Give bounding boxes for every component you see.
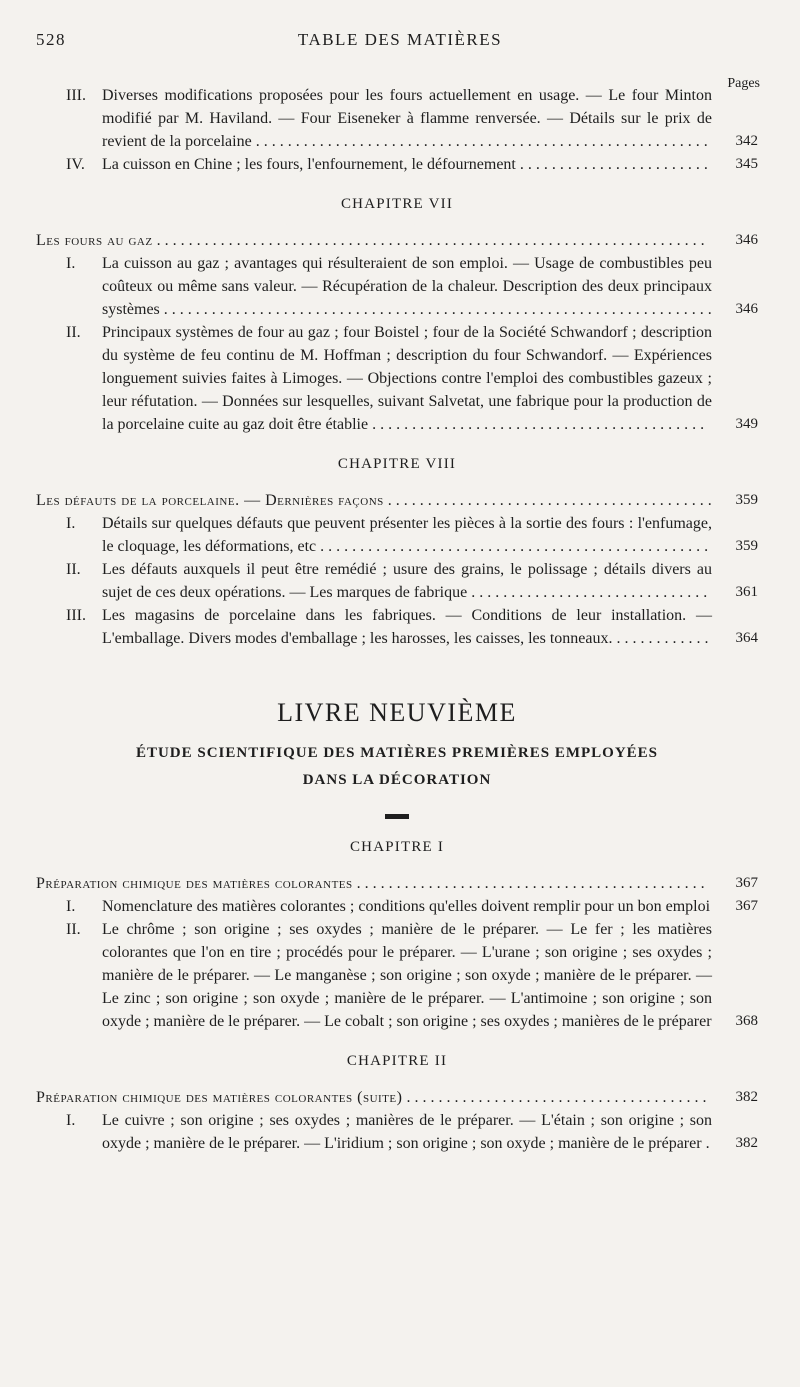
chapter-heading: CHAPITRE II xyxy=(346,1053,448,1069)
entry-text: Détails sur quelques défauts que peuvent présenter les pièces à la sortie des fours : l'enfumage, le cloquage, les déformations, etc xyxy=(102,515,712,555)
entry-number: I. xyxy=(66,255,76,272)
toc-entry xyxy=(36,252,758,321)
dot-leader: . . . . . . . . . . . . xyxy=(612,630,709,647)
section-entry xyxy=(36,489,758,512)
entry-text: Les défauts auxquels il peut être remédié ; usure des grains, le polissage ; détails divers au sujet de ces deux opérations. — Les marques de fabrique xyxy=(102,561,712,601)
table-of-contents xyxy=(36,84,758,1155)
page-reference: 368 xyxy=(735,1013,758,1029)
page-reference: 359 xyxy=(735,492,758,508)
dot-leader: . . . . . . . . . . . . . . . . . . . . . . . . . . . . . . . . . . . . . . xyxy=(402,1089,707,1106)
dot-leader: . . . . . . . . . . . . . . . . . . . . . . . . . . . . . . xyxy=(467,584,708,601)
book-subtitle: DANS LA DÉCORATION xyxy=(302,772,492,788)
dot-leader: . . . . . . . . . . . . . . . . . . . . . . . . . . . . . . . . . . . . . . . . . . . . . . . . . . . . . . . . . . . . . . . . . . . . . xyxy=(152,232,705,249)
entry-text: Le chrôme ; son origine ; ses oxydes ; manière de le préparer. — Le fer ; les matières colorantes que l'on en tire ; procédés pour le préparer. — L'urane ; son origine ; ses oxydes ; manière de le préparer. — Le manganèse ; son origine ; son oxyde ; manière de le préparer. — Le zinc ; son origine ; son oxyde ; manière de le préparer. — L'antimoine ; son origine ; son oxyde ; manière de le préparer. — Le cobalt ; son origine ; ses oxydes ; manières de le préparer xyxy=(102,921,712,1030)
chapter-heading: CHAPITRE I xyxy=(349,839,445,855)
chapter-heading: CHAPITRE VIII xyxy=(337,456,457,472)
page-reference: 367 xyxy=(735,875,758,891)
page-reference: 359 xyxy=(735,538,758,554)
toc-entry xyxy=(36,1109,758,1155)
book-subtitle: ÉTUDE SCIENTIFIQUE DES MATIÈRES PREMIÈRES EMPLOYÉES xyxy=(135,745,659,761)
page-header xyxy=(36,30,764,54)
page-reference: 342 xyxy=(735,133,758,149)
entry-text: Principaux systèmes de four au gaz ; four Boistel ; four de la Société Schwandorf ; description du système de feu continu de M. Hoffman ; description du four Schwandorf. — Expériences longuement suivies faites à Limoges. — Objections contre l'emploi des combustibles gazeux ; leur réfutation. — Données sur lesquelles, suivant Salvetat, une fabrique pour la production de la porcelaine cuite au gaz doit être établie xyxy=(102,324,712,433)
entry-number: I. xyxy=(66,898,76,915)
page-number: 528 xyxy=(36,30,66,49)
running-title: TABLE DES MATIÈRES xyxy=(297,30,503,49)
toc-entry xyxy=(36,918,758,1033)
toc-entry xyxy=(36,84,758,153)
entry-number: III. xyxy=(66,87,86,104)
page-reference: 349 xyxy=(735,416,758,432)
toc-entry xyxy=(36,895,758,918)
dot-leader: . xyxy=(701,1135,710,1152)
toc-entry xyxy=(36,153,758,176)
section-entry xyxy=(36,1086,758,1109)
entry-number: II. xyxy=(66,324,81,341)
entry-number: III. xyxy=(66,607,86,624)
entry-text: La cuisson au gaz ; avantages qui résulteraient de son emploi. — Usage de combustibles peu coûteux ou même sans valeur. — Récupération de la chaleur. Description des deux principaux systèmes xyxy=(102,255,712,318)
dot-leader: . . . . . . . . . . . . . . . . . . . . . . . . . . . . . . . . . . . . . . . . . . . . . . . . . xyxy=(316,538,709,555)
entry-text: Les magasins de porcelaine dans les fabriques. — Conditions de leur installation. — L'emballage. Divers modes d'emballage ; les harosses, les caisses, les tonneaux. xyxy=(102,607,712,647)
entry-text: Préparation chimique des matières colorantes xyxy=(36,875,353,892)
entry-number: I. xyxy=(66,1112,76,1129)
dot-leader: . . . . . . . . . . . . . . . . . . . . . . . . . . . . . . . . . . . . . . . . . . . . xyxy=(352,875,705,892)
entry-number: II. xyxy=(66,561,81,578)
entry-text: Nomenclature des matières colorantes ; conditions qu'elles doivent remplir pour un bon emploi xyxy=(102,898,711,915)
toc-entry xyxy=(36,558,758,604)
pages-column-label: Pages xyxy=(727,76,760,91)
page-reference: 345 xyxy=(735,156,758,172)
toc-entry xyxy=(36,604,758,650)
section-entry xyxy=(36,229,758,252)
entry-text: Préparation chimique des matières colorantes (suite) xyxy=(36,1089,403,1106)
page-reference: 346 xyxy=(735,232,758,248)
entry-text: Le cuivre ; son origine ; ses oxydes ; manières de le préparer. — L'étain ; son origine ; son oxyde ; manière de le préparer. — L'iridium ; son origine ; son oxyde ; manière de le préparer xyxy=(102,1112,712,1152)
entry-text: La cuisson en Chine ; les fours, l'enfournement, le défournement xyxy=(102,156,516,173)
page-reference: 364 xyxy=(735,630,758,646)
entry-number: II. xyxy=(66,921,81,938)
chapter-heading: CHAPITRE VII xyxy=(340,196,454,212)
page-reference: 382 xyxy=(735,1089,758,1105)
toc-entry xyxy=(36,321,758,436)
ornamental-rule xyxy=(385,814,409,819)
entry-text: Diverses modifications proposées pour les fours actuellement en usage. — Le four Minton modifié par M. Haviland. — Four Eiseneker à flamme renversée. — Détails sur le prix de revient de la porcelaine xyxy=(102,87,712,150)
page-reference: 361 xyxy=(735,584,758,600)
dot-leader: . . . . . . . . . . . . . . . . . . . . . . . . . . . . . . . . . . . . . . . . . . . . . . . . . . . . . . . . . . . . . . . . . . . . . xyxy=(159,301,712,318)
entry-text: Les fours au gaz xyxy=(36,232,153,249)
entry-number: IV. xyxy=(66,156,85,173)
page-reference: 367 xyxy=(735,898,758,914)
page-reference: 382 xyxy=(735,1135,758,1151)
entry-number: I. xyxy=(66,515,76,532)
book-title: LIVRE NEUVIÈME xyxy=(277,698,517,727)
dot-leader: . . . . . . . . . . . . . . . . . . . . . . . . . . . . . . . . . . . . . . . . . xyxy=(383,492,712,509)
dot-leader: . . . . . . . . . . . . . . . . . . . . . . . . . . . . . . . . . . . . . . . . . . . . . . . . . . . . . . . . . xyxy=(251,133,708,150)
toc-entry xyxy=(36,512,758,558)
entry-text: Les défauts de la porcelaine. — Dernières façons xyxy=(36,492,384,509)
section-entry xyxy=(36,872,758,895)
dot-leader: . . . . . . . . . . . . . . . . . . . . . . . . xyxy=(515,156,708,173)
page-reference: 346 xyxy=(735,301,758,317)
dot-leader: . . . . . . . . . . . . . . . . . . . . . . . . . . . . . . . . . . . . . . . . . . xyxy=(368,416,705,433)
